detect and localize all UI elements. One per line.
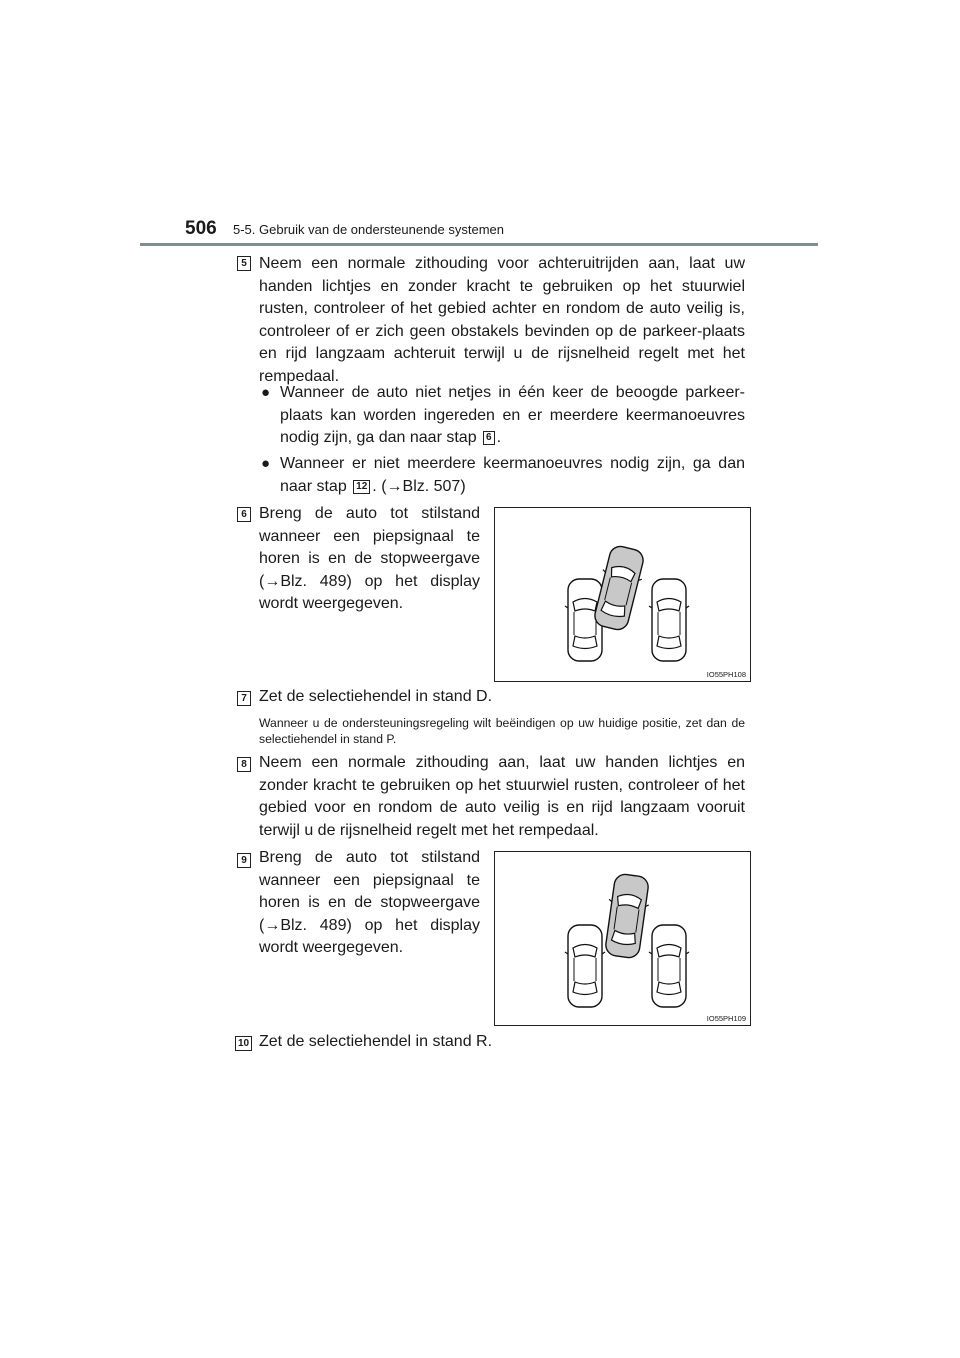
parked-car-left [565,925,605,1007]
bullet-icon: ● [261,384,271,401]
step-5-bullet-1 [261,382,745,450]
figure-parking-forward [494,851,751,1026]
header-rule [140,243,818,246]
figure-parking-reverse [494,507,751,682]
step-badge-9: 9 [237,853,251,868]
own-car-icon [601,873,652,960]
bullet-1-end: . [496,429,502,446]
parked-car-right [649,579,689,661]
bullet-icon: ● [261,455,271,472]
page-number: 506 [185,218,217,239]
step-7-note: Wanneer u de ondersteuningsregeling wilt beëindigen op uw huidige positie, zet dan de selectiehendel in stand P. [259,716,745,746]
bullet-2-end: . (→Blz. 507) [372,477,466,495]
bullet-1-text: Wanneer de auto niet netjes in één keer de beoogde parkeer-plaats kan worden ingereden en er meerdere keermanoeuvres nodig zijn, ga dan naar stap [280,384,745,446]
step-badge-10: 10 [235,1036,252,1051]
step-5-text: Neem een normale zithouding voor achteruitrijden aan, laat uw handen lichtjes en zonder kracht te gebruiken op het stuurwiel rusten, controleer of het gebied achter en rondom de auto veilig is, controleer of er zich geen obstakels bevinden op de parkeer-plaats en rijd langzaam achteruit terwijl u de rijsnelheid regelt met het rempedaal. [259,255,745,385]
step-8-text: Neem een normale zithouding aan, laat uw handen lichtjes en zonder kracht te gebruiken op het stuurwiel rusten, controleer of het gebied voor en rondom de auto veilig is en rijd langzaam vooruit terwijl u de rijsnelheid regelt met het rempedaal. [259,754,745,839]
bullet-2-text: Wanneer er niet meerdere keermanoeuvres nodig zijn, ga dan naar stap [280,455,745,495]
figure-code: IO55PH109 [706,1014,746,1023]
step-5-bullet-2 [261,453,745,498]
parking-illustration [495,508,750,681]
step-badge-6: 6 [237,507,251,522]
step-10-text: Zet de selectiehendel in stand R. [259,1033,493,1050]
section-title: 5-5. Gebruik van de ondersteunende systemen [233,222,505,237]
parked-car-right [649,925,689,1007]
step-6-text: Breng de auto tot stilstand wanneer een piepsignaal te horen is en de stopweergave (→Blz. 489) op het display wordt weergegeven. [259,505,480,612]
step-7-text: Zet de selectiehendel in stand D. [259,688,493,705]
parking-illustration [495,852,750,1025]
step-ref-6[interactable]: 6 [483,431,495,445]
step-badge-8: 8 [237,757,251,772]
step-ref-12[interactable]: 12 [353,480,370,494]
step-9-text: Breng de auto tot stilstand wanneer een piepsignaal te horen is en de stopweergave (→Blz. 489) op het display wordt weergegeven. [259,849,480,956]
step-badge-5: 5 [237,256,251,271]
step-badge-7: 7 [237,691,251,706]
figure-code: IO55PH108 [706,670,746,679]
